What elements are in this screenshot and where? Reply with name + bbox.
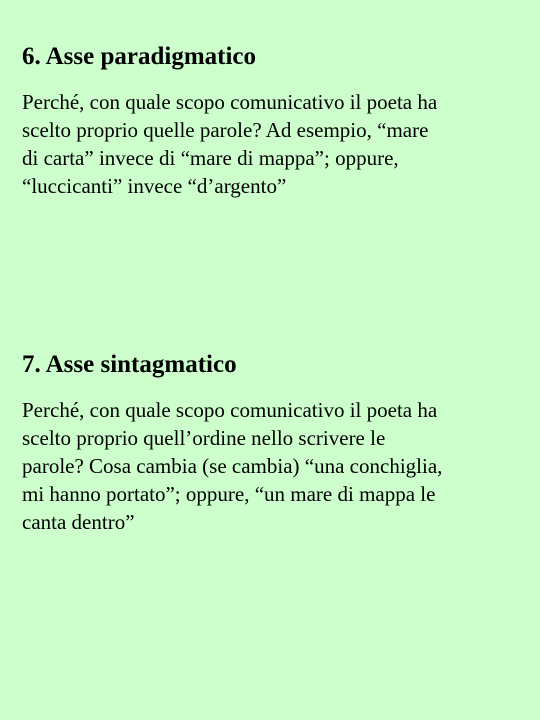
section-heading: 6. Asse paradigmatico xyxy=(22,43,257,70)
section-paragraph xyxy=(22,88,522,200)
paragraph-line: scelto proprio quell’ordine nello scrivere le xyxy=(22,426,386,450)
section-syntagmatic-axis xyxy=(22,350,522,536)
paragraph-line: scelto proprio quelle parole? Ad esempio, “mare xyxy=(22,118,429,142)
paragraph-line: parole? Cosa cambia (se cambia) “una conchiglia, xyxy=(22,454,443,478)
paragraph-line: Perché, con quale scopo comunicativo il poeta ha xyxy=(22,90,438,114)
paragraph-line: “luccicanti” invece “d’argento” xyxy=(22,174,287,198)
paragraph-line: mi hanno portato”; oppure, “un mare di mappa le xyxy=(22,482,436,506)
paragraph-line: canta dentro” xyxy=(22,510,135,534)
paragraph-line: di carta” invece di “mare di mappa”; oppure, xyxy=(22,146,399,170)
paragraph-line: Perché, con quale scopo comunicativo il poeta ha xyxy=(22,398,438,422)
section-paradigmatic-axis xyxy=(22,42,522,200)
section-heading: 7. Asse sintagmatico xyxy=(22,351,237,378)
section-paragraph xyxy=(22,396,522,536)
